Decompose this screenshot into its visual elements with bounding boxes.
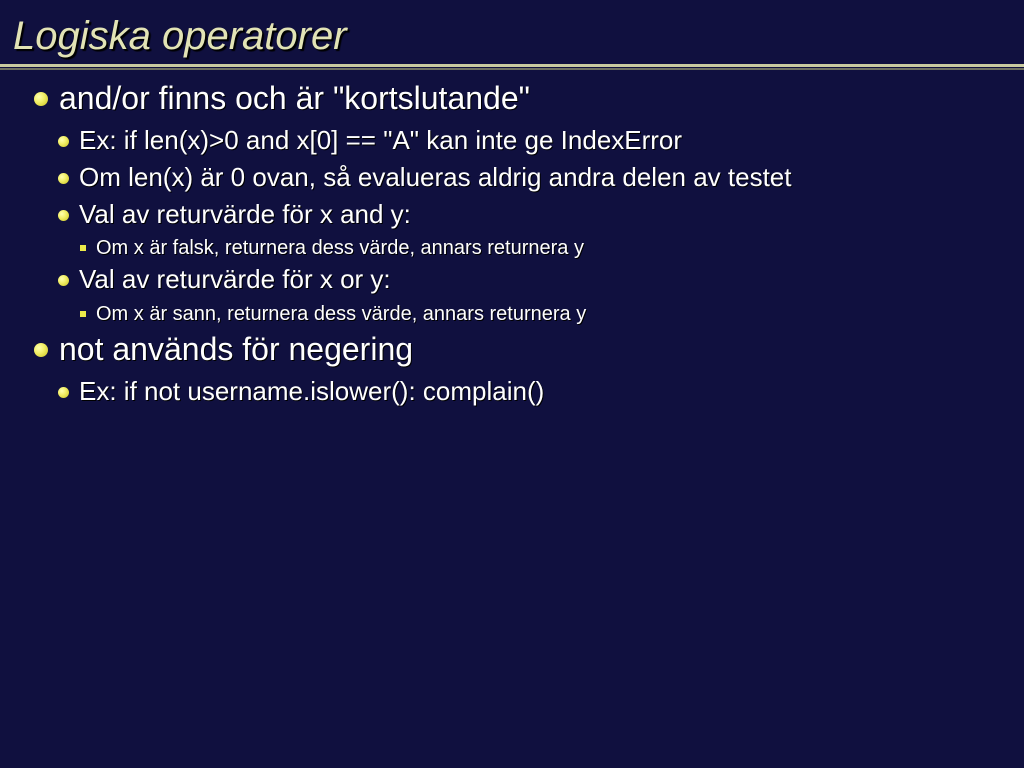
square-bullet-icon bbox=[80, 311, 86, 317]
bullet-item-level3 bbox=[96, 302, 586, 326]
bullet-text: Om x är sann, returnera dess värde, annars returnera y bbox=[96, 303, 587, 325]
slide-title: Logiska operatorer bbox=[13, 14, 347, 58]
bullet-text: not används för negering bbox=[59, 331, 414, 367]
title-underline bbox=[0, 64, 1024, 71]
title-underline-primary bbox=[0, 64, 1024, 67]
bullet-dot-icon bbox=[58, 136, 69, 147]
bullet-item-level2 bbox=[79, 162, 792, 192]
bullet-item-level2 bbox=[79, 264, 391, 294]
bullet-dot-icon bbox=[58, 173, 69, 184]
bullet-text: Om x är falsk, returnera dess värde, annars returnera y bbox=[96, 237, 584, 259]
bullet-item-level2 bbox=[79, 376, 544, 406]
bullet-text: and/or finns och är "kortslutande" bbox=[59, 80, 530, 116]
bullet-text: Val av returvärde för x and y: bbox=[79, 199, 411, 229]
title-underline-secondary bbox=[0, 68, 1024, 70]
bullet-text: Ex: if len(x)>0 and x[0] == "A" kan inte ge IndexError bbox=[79, 125, 683, 155]
bullet-item-level1 bbox=[59, 331, 413, 367]
bullet-item-level2 bbox=[79, 199, 411, 229]
bullet-text: Om len(x) är 0 ovan, så evalueras aldrig andra delen av testet bbox=[79, 162, 792, 192]
square-bullet-icon bbox=[80, 245, 86, 251]
bullet-item-level2 bbox=[79, 125, 682, 155]
bullet-dot-icon bbox=[58, 210, 69, 221]
bullet-dot-icon bbox=[34, 343, 48, 357]
bullet-item-level3 bbox=[96, 236, 584, 260]
bullet-dot-icon bbox=[58, 275, 69, 286]
bullet-text: Ex: if not username.islower(): complain() bbox=[79, 376, 545, 406]
bullet-text: Val av returvärde för x or y: bbox=[79, 264, 391, 294]
bullet-item-level1 bbox=[59, 80, 530, 116]
bullet-dot-icon bbox=[58, 387, 69, 398]
bullet-dot-icon bbox=[34, 92, 48, 106]
